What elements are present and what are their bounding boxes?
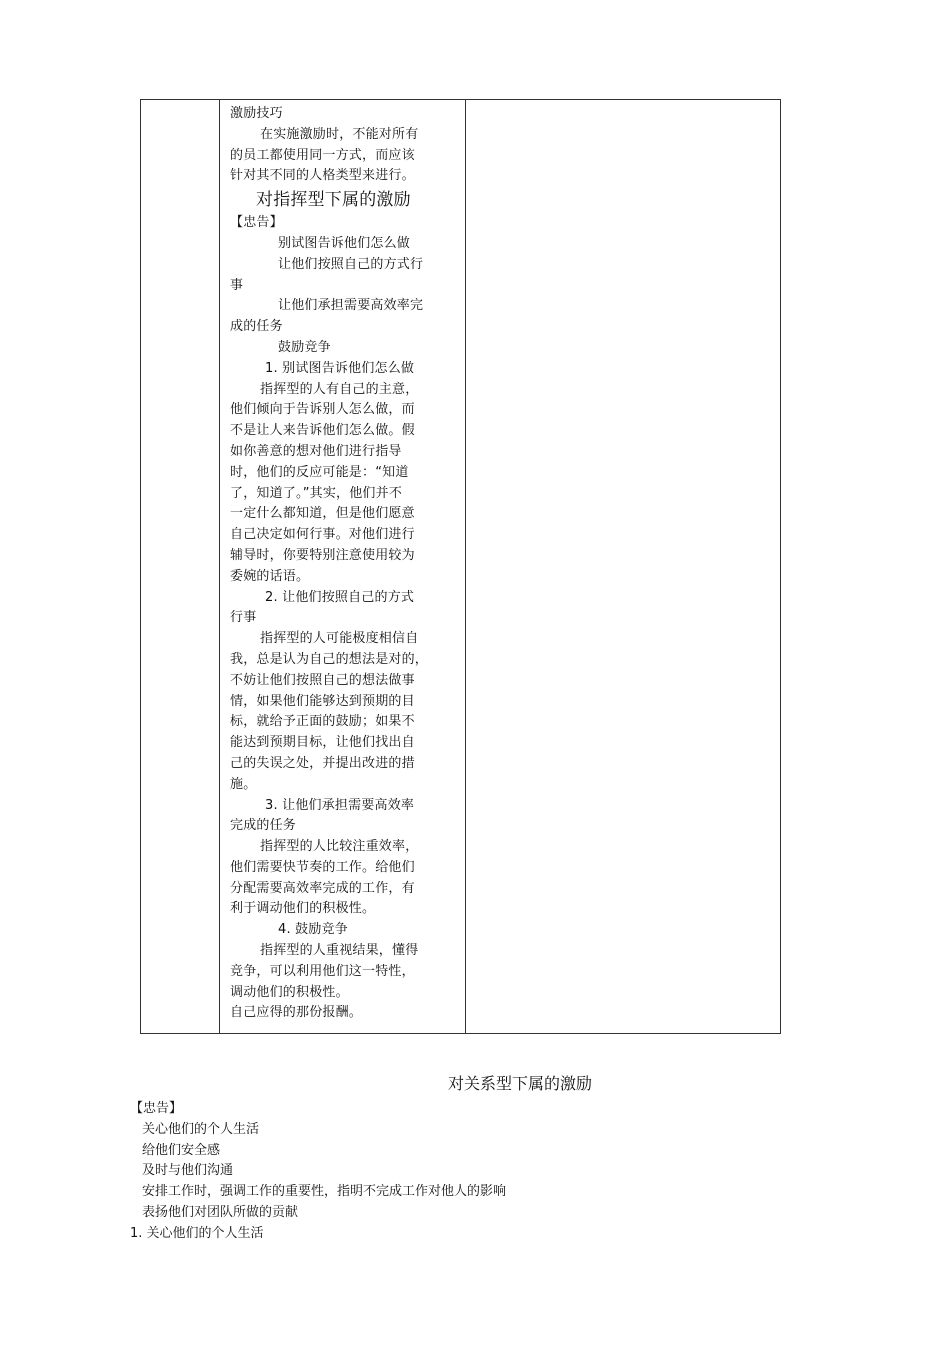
cell-line: 事 — [230, 277, 244, 293]
advice-item: 安排工作时，强调工作的重要性，指明不完成工作对他人的影响 — [142, 1184, 507, 1200]
cell-line: 行事 — [230, 610, 257, 626]
cell-line: 标，就给予正面的鼓励；如果不 — [230, 714, 415, 730]
cell-line: 完成的任务 — [230, 818, 297, 834]
advice-item: 关心他们的个人生活 — [142, 1121, 260, 1137]
section-title: 对关系型下属的激励 — [447, 1074, 592, 1093]
content-table — [140, 99, 781, 1034]
cell-line: 调动他们的积极性。 — [230, 984, 349, 1000]
cell-line: 情，如果他们能够达到预期的目 — [230, 693, 415, 709]
cell-line: 指挥型的人重视结果，懂得 — [260, 943, 419, 959]
cell-line: 指挥型的人有自己的主意， — [260, 381, 419, 397]
cell-line: 自己应得的那份报酬。 — [230, 1005, 363, 1021]
cell-line: 竞争，可以利用他们这一特性， — [230, 963, 415, 979]
subsection-heading: 2. 让他们按照自己的方式 — [265, 589, 415, 605]
cell-line: 成的任务 — [230, 319, 283, 335]
column-divider-1 — [219, 100, 220, 1033]
cell-line: 的员工都使用同一方式，而应该 — [230, 147, 415, 163]
cell-line: 激励技巧 — [230, 106, 283, 121]
advice-item: 及时与他们沟通 — [142, 1163, 234, 1179]
cell-line: 鼓励竞争 — [278, 339, 331, 355]
advice-item: 给他们安全感 — [142, 1142, 221, 1158]
cell-line: 针对其不同的人格类型来进行。 — [230, 168, 415, 184]
relationship-section — [130, 1070, 830, 1245]
column-divider-2 — [465, 100, 466, 1033]
subsection-heading: 1. 别试图告诉他们怎么做 — [265, 360, 415, 376]
cell-line: 指挥型的人比较注重效率， — [260, 839, 419, 855]
table-cell-main — [230, 104, 448, 1024]
section-heading: 对指挥型下属的激励 — [256, 190, 411, 211]
cell-line: 让他们按照自己的方式行 — [278, 256, 424, 272]
cell-line: 了，知道了。”其实，他们并不 — [230, 485, 403, 501]
cell-line: 辅导时，你要特别注意使用较为 — [230, 547, 415, 563]
cell-line: 不是让人来告诉他们怎么做。假 — [230, 423, 415, 439]
cell-line: 如你善意的想对他们进行指导 — [230, 443, 402, 459]
cell-line: 不妨让他们按照自己的想法做事 — [230, 672, 415, 688]
cell-line: 指挥型的人可能极度相信自 — [260, 631, 419, 647]
cell-line: 施。 — [230, 776, 257, 792]
subsection-heading: 3. 让他们承担需要高效率 — [265, 797, 415, 813]
advice-item: 表扬他们对团队所做的贡献 — [142, 1204, 299, 1220]
subsection-heading: 4. 鼓励竞争 — [278, 922, 348, 938]
cell-line: 己的失误之处，并提出改进的措 — [230, 755, 415, 771]
cell-line: 在实施激励时，不能对所有 — [260, 126, 419, 142]
subsection-heading: 1. 关心他们的个人生活 — [130, 1225, 264, 1241]
advice-label: 【忠告】 — [130, 1101, 183, 1116]
cell-line: 他们需要快节奏的工作。给他们 — [230, 859, 415, 875]
cell-line: 分配需要高效率完成的工作，有 — [230, 880, 415, 896]
cell-line: 委婉的话语。 — [230, 568, 310, 584]
cell-line: 时，他们的反应可能是：“知道 — [230, 464, 409, 480]
cell-line: 我，总是认为自己的想法是对的， — [230, 651, 429, 667]
cell-line: 他们倾向于告诉别人怎么做，而 — [230, 402, 415, 418]
cell-line: 让他们承担需要高效率完 — [278, 298, 424, 314]
cell-line: 一定什么都知道，但是他们愿意 — [230, 506, 415, 522]
cell-line: 别试图告诉他们怎么做 — [278, 235, 411, 251]
cell-line: 自己决定如何行事。对他们进行 — [230, 527, 415, 543]
cell-line: 能达到预期目标，让他们找出自 — [230, 735, 415, 751]
advice-label: 【忠告】 — [230, 215, 283, 231]
cell-line: 利于调动他们的积极性。 — [230, 901, 376, 917]
